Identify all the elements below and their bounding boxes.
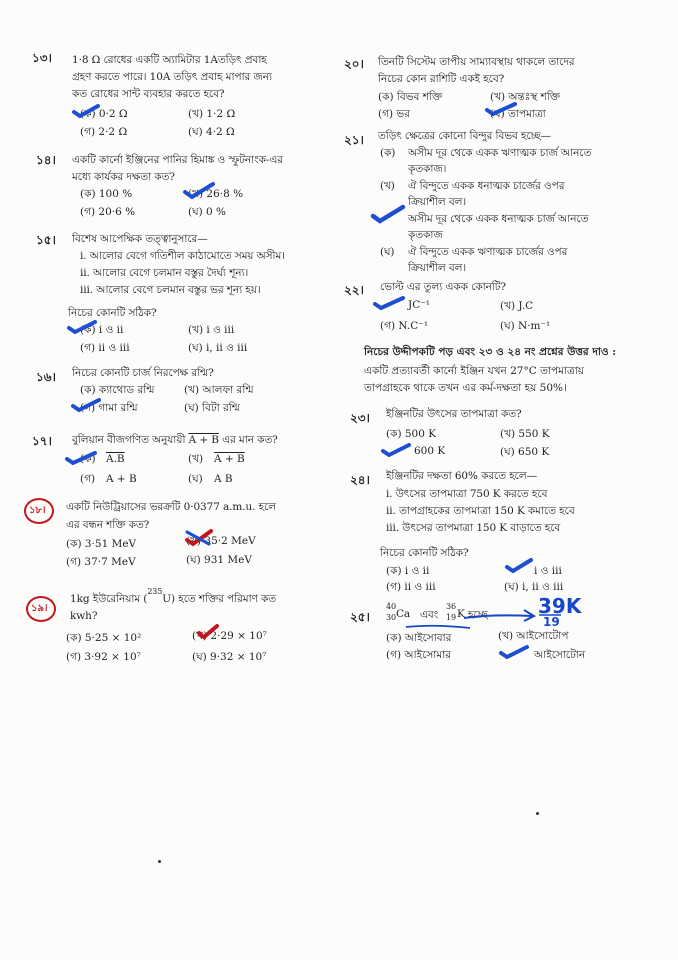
q19-option-d[interactable]: (ঘ) 9·32 × 10⁷ — [192, 651, 267, 663]
q25-ca-symbol: Ca — [396, 608, 411, 620]
q25-ca-mass: 40 — [386, 602, 396, 611]
stimulus-text: তাপগ্রাহকে থাকে তখন এর কর্ম-দক্ষতা হয় 50%। — [364, 382, 567, 394]
q18-number: ১৮। — [29, 505, 46, 516]
option-label: (ঘ) — [380, 246, 395, 258]
option-text: ঐ বিন্দুতে একক ধনাত্মক চার্জের ওপর — [408, 180, 565, 192]
q19-option-a[interactable]: (ক) 5·25 × 10² — [66, 632, 142, 644]
q18-option-a[interactable]: (ক) 3·51 MeV — [66, 538, 137, 550]
q15-option-d[interactable]: (ঘ) i, ii ও iii — [188, 342, 248, 354]
option-label: (ক) — [380, 147, 396, 159]
q21-option-a-cont: কৃতকাজ। — [408, 163, 447, 175]
q15-ask: নিচের কোনটি সঠিক? — [68, 307, 157, 319]
answer-tick-icon — [66, 318, 98, 336]
q13-option-c[interactable]: (গ) 2·2 Ω — [80, 126, 128, 138]
option-label: (খ) — [188, 453, 204, 465]
q22-stem: ভোল্ট এর তুল্য একক কোনটি? — [380, 281, 506, 293]
q13-option-a[interactable]: (ক) 0·2 Ω — [80, 108, 128, 120]
q21-option-b[interactable] — [380, 179, 564, 196]
q21-number: ২১। — [344, 133, 364, 147]
q24-stem: ইঞ্জিনটির দক্ষতা 60% করতে হলে— — [386, 470, 538, 482]
q15-option-c[interactable]: (গ) ii ও iii — [80, 342, 130, 354]
q20-line: নিচের কোন রাশিটি একই হবে? — [378, 73, 505, 85]
q17-stem-text: এর মান কত? — [222, 434, 278, 446]
q24-item: i. উৎসের তাপমাত্রা 750 K করতে হবে — [386, 488, 548, 500]
q19-symbol: U — [162, 593, 172, 605]
q17-stem-expression: A + B — [188, 434, 219, 446]
q17-option-d[interactable] — [188, 472, 233, 489]
q21-option-c-cont: কৃতকাজ — [408, 229, 443, 241]
answer-tick-icon — [380, 441, 412, 459]
option-label: (ঘ) — [188, 473, 203, 485]
q25-option-c[interactable]: (গ) আইসোমার — [386, 649, 451, 661]
q22-option-a[interactable]: JC⁻¹ — [408, 299, 430, 311]
q19-mass-number: 235 — [147, 587, 163, 596]
q24-option-d[interactable]: (ঘ) i, ii ও iii — [504, 581, 564, 593]
q14-option-b[interactable]: (খ) 26·8 % — [188, 188, 244, 200]
q14-number: ১৪। — [36, 153, 56, 167]
q19-option-b[interactable]: (খ) 2·29 × 10⁷ — [192, 630, 267, 642]
q21-option-d-cont: ক্রিয়াশীল বল। — [408, 262, 467, 274]
option-label: (গ) — [80, 473, 96, 485]
q24-item: ii. তাপগ্রাহকের তাপমাত্রা 150 K কমাতে হবে — [386, 505, 575, 517]
q13-option-b[interactable]: (খ) 1·2 Ω — [188, 108, 236, 120]
q25-tail: হচ্ছে — [468, 609, 488, 621]
answer-tick-icon — [182, 180, 216, 200]
q16-option-a[interactable]: (ক) ক্যাথোড রশ্মি — [80, 384, 155, 396]
q19-line — [70, 587, 277, 609]
q14-option-d[interactable]: (ঘ) 0 % — [188, 206, 227, 218]
q17-number: ১৭। — [32, 434, 52, 448]
q15-option-b[interactable]: (খ) i ও iii — [188, 324, 235, 336]
answer-tick-icon — [484, 100, 518, 118]
q15-option-a[interactable]: (ক) i ও ii — [80, 324, 124, 336]
q24-ask: নিচের কোনটি সঠিক? — [380, 547, 469, 559]
speck — [158, 860, 161, 863]
option-text: অসীম দূর থেকে একক ধনাত্মক চার্জ আনতে — [408, 213, 589, 225]
option-expression: A + B — [214, 453, 245, 465]
note-mass: 39 — [538, 594, 566, 618]
note-symbol: K — [565, 594, 582, 618]
q24-item: iii. উৎসের তাপমাত্রা 150 K বাড়াতে হবে — [386, 522, 561, 534]
q19-number: ১৯। — [31, 603, 48, 614]
q13-number: ১৩। — [32, 51, 52, 65]
option-text: অসীম দূর থেকে একক ঋণাত্মক চার্জ আনতে — [408, 147, 592, 159]
answer-tick-icon — [504, 557, 534, 575]
q20-number: ২০। — [344, 57, 364, 71]
q24-option-b[interactable]: i ও iii — [534, 565, 562, 577]
option-expression: A B — [214, 473, 233, 485]
q25-option-d[interactable]: আইসোটোন — [534, 649, 586, 661]
q20-option-a[interactable]: (ক) বিভব শক্তি — [378, 91, 443, 103]
answer-tick-icon — [370, 203, 406, 225]
q21-option-b-cont: ক্রিয়াশীল বল। — [408, 196, 467, 208]
q21-stem: তড়িৎ ক্ষেত্রের কোনো বিন্দুর বিভব হচ্ছে— — [378, 130, 551, 142]
q21-option-a[interactable] — [380, 146, 591, 163]
q16-number: ১৬। — [36, 370, 56, 384]
q19-option-c[interactable]: (গ) 3·92 × 10⁷ — [66, 651, 141, 663]
speck — [536, 812, 539, 815]
hand-underline-icon — [537, 612, 563, 618]
option-expression: A.B — [106, 453, 125, 465]
q14-line: একটি কার্নো ইঞ্জিনের পানির হিমাঙ্ক ও স্ফুটনাংক-এর — [72, 154, 283, 166]
q24-option-a[interactable]: (ক) i ও ii — [386, 565, 430, 577]
q14-option-c[interactable]: (গ) 20·6 % — [80, 206, 136, 218]
stimulus-instruction: নিচের উদ্দীপকটি পড় এবং ২৩ ও ২৪ নং প্রশ্নের উত্তর দাও : — [364, 346, 617, 358]
q20-line: তিনটি সিস্টেম তাপীয় সাম্যাবস্থায় থাকলে তাদের — [378, 56, 575, 68]
q15-number: ১৫। — [36, 233, 56, 247]
q25-and: এবং — [420, 609, 439, 621]
stimulus-text: একটি প্রত্যাবর্তী কার্নো ইঞ্জিন যখন 27°C তাপমাত্রায় — [364, 365, 584, 377]
q22-number: ২২। — [344, 283, 364, 297]
q17-stem-text: বুলিয়ান বীজগণিত অনুযায়ী — [72, 434, 186, 446]
q24-option-c[interactable]: (গ) ii ও iii — [386, 581, 436, 593]
q15-item: iii. আলোর বেগে চলমান বস্তুর ভর শূন্য হয়। — [80, 284, 261, 296]
q13-option-d[interactable]: (ঘ) 4·2 Ω — [188, 126, 235, 138]
q21-option-d[interactable] — [380, 245, 567, 262]
q13-line: 1·8 Ω রোধের একটি অ্যামিটার 1Aতড়িৎ প্রবাহ — [72, 54, 267, 66]
q25-option-b[interactable]: (খ) আইসোটোপ — [498, 630, 569, 642]
q23-stem: ইঞ্জিনটির উৎসের তাপমাত্রা কত? — [386, 408, 522, 420]
q22-option-b[interactable]: (খ) J.C — [500, 300, 534, 312]
answer-tick-icon — [498, 643, 530, 661]
option-text: ঐ বিন্দুতে একক ঋণাত্মক চার্জের ওপর — [408, 246, 568, 258]
answer-tick-icon — [184, 528, 214, 548]
q13-line: কত রোধের সান্ট ব্যবহার করতে হবে? — [72, 88, 225, 100]
answer-tick-icon — [64, 449, 98, 467]
q25-option-a[interactable]: (ক) আইসোবার — [386, 632, 452, 644]
q19-text: 1kg ইউরেনিয়াম ( — [70, 593, 148, 605]
q25-k-mass: 36 — [446, 602, 456, 611]
q25-k-z: 19 — [446, 613, 456, 622]
handwritten-note-sub: 19 — [543, 615, 560, 629]
q15-stem: বিশেষ আপেক্ষিক তত্ত্বানুসারে— — [72, 233, 208, 245]
q24-number: ২৪। — [350, 473, 370, 487]
q23-number: ২৩। — [350, 411, 370, 425]
q23-option-b[interactable]: (খ) 550 K — [500, 428, 550, 440]
q23-option-c[interactable]: 600 K — [414, 445, 446, 457]
q15-item: i. আলোর বেগে গতিশীল কাঠামোতে সময় অসীম। — [80, 250, 285, 262]
answer-tick-icon — [372, 294, 406, 312]
hand-arrow-icon — [462, 604, 542, 628]
q22-option-d[interactable]: (ঘ) N·m⁻¹ — [500, 320, 551, 332]
answer-tick-icon — [70, 396, 102, 414]
q17-option-b[interactable] — [188, 452, 245, 469]
q18-option-d[interactable]: (ঘ) 931 MeV — [186, 554, 252, 566]
q16-stem: নিচের কোনটি চার্জ নিরপেক্ষ রশ্মি? — [72, 367, 214, 379]
q18-line: এর বন্ধন শক্তি কত? — [66, 519, 150, 531]
q23-option-d[interactable]: (ঘ) 650 K — [500, 446, 550, 458]
answer-tick-icon — [72, 103, 102, 119]
q20-option-c[interactable]: (গ) ভর — [378, 108, 411, 120]
q18-option-c[interactable]: (গ) 37·7 MeV — [66, 556, 136, 568]
q17-option-c[interactable] — [80, 472, 137, 489]
q18-option-b[interactable]: (খ) 35·2 MeV — [186, 535, 256, 547]
q20-option-b[interactable]: (খ) অন্তঃস্থ শক্তি — [490, 91, 561, 103]
q19-text: ) হতে শক্তির পরিমাণ কত — [171, 593, 277, 605]
q15-item: ii. আলোর বেগে চলমান বস্তুর দৈর্ঘ্য শূন্য। — [80, 267, 249, 279]
q23-option-a[interactable]: (ক) 500 K — [386, 428, 437, 440]
q20-option-d[interactable]: (ঘ) তাপমাত্রা — [490, 108, 546, 120]
hand-underline-icon — [404, 622, 474, 632]
q25-ca-z: 30 — [386, 613, 396, 622]
q19-line: kwh? — [70, 610, 98, 622]
answer-tick-icon — [196, 623, 220, 641]
q17-stem — [72, 433, 278, 450]
q21-option-c[interactable] — [380, 212, 588, 229]
q16-option-b[interactable]: (খ) আলফা রশ্মি — [184, 384, 254, 396]
option-label: (খ) — [380, 180, 395, 192]
q25-number: ২৫। — [350, 610, 370, 624]
q16-option-d[interactable]: (ঘ) বিটা রশ্মি — [184, 402, 240, 414]
q14-line: মধ্যে কার্যকর দক্ষতা কত? — [72, 171, 175, 183]
q25-k-symbol: K — [457, 608, 465, 620]
q16-option-c[interactable]: (গ) গামা রশ্মি — [80, 402, 138, 414]
option-label: (ক) — [80, 453, 96, 465]
option-expression: A + B — [106, 473, 137, 485]
q13-line: গ্রহণ করতে পারে। 10A তড়িৎ প্রবাহ মাপার জন্য — [72, 71, 272, 83]
q18-line: একটি নিউট্রিয়াসের ভরক্রটি 0·0377 a.m.u. হলে — [66, 501, 277, 513]
q14-option-a[interactable]: (ক) 100 % — [80, 188, 133, 200]
q22-option-c[interactable]: (গ) N.C⁻¹ — [380, 320, 429, 332]
